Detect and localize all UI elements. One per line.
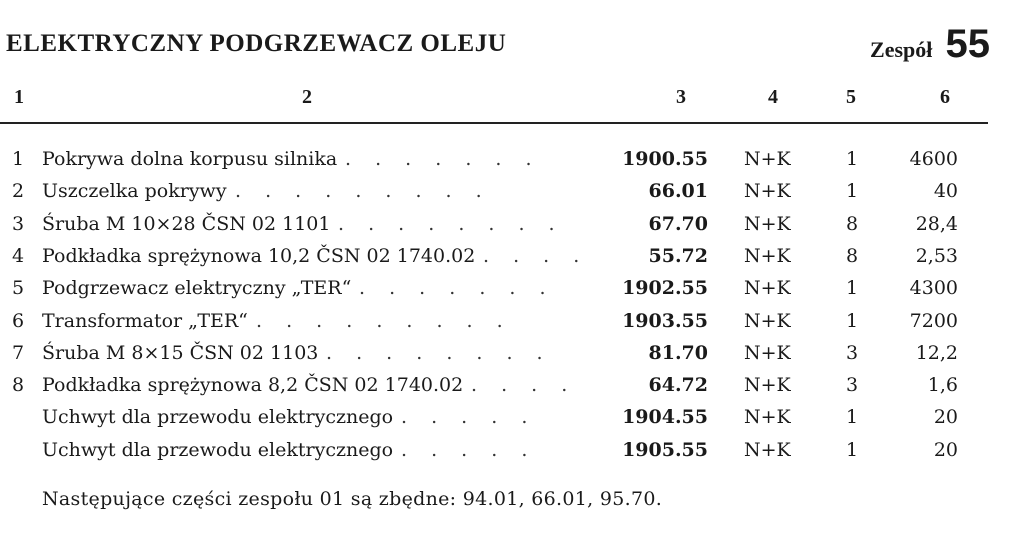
part-number: 1902.55 xyxy=(622,277,708,300)
row-number: 5 xyxy=(12,277,25,300)
part-number: 64.72 xyxy=(648,374,708,397)
table-row xyxy=(0,439,1000,471)
price: 2,53 xyxy=(915,244,958,267)
supply-code: N+K xyxy=(744,244,791,267)
part-number: 55.72 xyxy=(648,244,708,267)
zespol-block xyxy=(870,22,990,67)
row-number: 1 xyxy=(12,148,25,170)
supply-code: N+K xyxy=(744,212,791,235)
table-row xyxy=(0,277,1000,309)
table-row xyxy=(0,406,1000,438)
supply-code: N+K xyxy=(744,277,791,300)
price: 12,2 xyxy=(915,341,958,364)
row-number: 2 xyxy=(12,180,25,203)
part-name: Uchwyt dla przewodu elektrycznego xyxy=(42,406,394,429)
quantity: 1 xyxy=(846,148,859,170)
column-header-6: 6 xyxy=(940,86,950,108)
part-number: 1903.55 xyxy=(622,309,708,332)
zespol-number: 55 xyxy=(945,22,990,66)
supply-code: N+K xyxy=(744,438,791,461)
part-name: Podkładka sprężynowa 8,2 ČSN 02 1740.02 xyxy=(42,374,464,397)
column-header-2: 2 xyxy=(302,86,312,108)
price: 4600 xyxy=(909,148,958,170)
quantity: 8 xyxy=(846,244,859,267)
quantity: 8 xyxy=(846,212,859,235)
price: 20 xyxy=(933,438,958,461)
leader-dots: . . . . . . . . xyxy=(338,212,564,235)
supply-code: N+K xyxy=(744,341,791,364)
price: 40 xyxy=(933,180,958,203)
leader-dots: . . . . . . . xyxy=(359,277,555,300)
table-row xyxy=(0,213,1000,245)
quantity: 1 xyxy=(846,277,859,300)
quantity: 1 xyxy=(846,438,859,461)
quantity: 1 xyxy=(846,309,859,332)
part-name: Śruba M 8×15 ČSN 02 1103 xyxy=(42,341,319,364)
leader-dots: . . . . . . . xyxy=(345,148,541,170)
leader-dots: . . . . xyxy=(483,244,589,267)
row-number: 8 xyxy=(12,374,25,397)
leader-dots: . . . . xyxy=(471,374,577,397)
part-name: Pokrywa dolna korpusu silnika xyxy=(42,148,338,170)
part-name: Śruba M 10×28 ČSN 02 1101 xyxy=(42,212,331,235)
leader-dots: . . . . . . . . . xyxy=(235,180,491,203)
part-number: 81.70 xyxy=(648,341,708,364)
column-header-4: 4 xyxy=(768,86,778,108)
column-header-5: 5 xyxy=(846,86,856,108)
table-row xyxy=(0,310,1000,342)
table-row xyxy=(0,342,1000,374)
part-name: Uchwyt dla przewodu elektrycznego xyxy=(42,438,394,461)
leader-dots: . . . . . . . . xyxy=(326,341,552,364)
table-row xyxy=(0,374,1000,406)
part-number: 1905.55 xyxy=(622,438,708,461)
quantity: 3 xyxy=(846,374,859,397)
supply-code: N+K xyxy=(744,180,791,203)
quantity: 1 xyxy=(846,180,859,203)
quantity: 1 xyxy=(846,406,859,429)
price: 4300 xyxy=(909,277,958,300)
leader-dots: . . . . . xyxy=(401,438,537,461)
price: 20 xyxy=(933,406,958,429)
part-number: 66.01 xyxy=(648,180,708,203)
price: 1,6 xyxy=(927,374,958,397)
supply-code: N+K xyxy=(744,406,791,429)
leader-dots: . . . . . xyxy=(401,406,537,429)
column-header-3: 3 xyxy=(676,86,686,108)
part-name: Podkładka sprężynowa 10,2 ČSN 02 1740.02 xyxy=(42,244,476,267)
page-title: ELEKTRYCZNY PODGRZEWACZ OLEJU xyxy=(6,30,507,57)
supply-code: N+K xyxy=(744,374,791,397)
part-name: Podgrzewacz elektryczny „TER“ xyxy=(42,277,352,300)
part-number: 1900.55 xyxy=(622,148,708,170)
header-rule xyxy=(0,122,988,124)
table-row xyxy=(0,148,1000,180)
supply-code: N+K xyxy=(744,148,791,170)
footer-note: Następujące części zespołu 01 są zbędne: 94.01, 66.01, 95.70. xyxy=(42,488,663,510)
price: 7200 xyxy=(909,309,958,332)
supply-code: N+K xyxy=(744,309,791,332)
leader-dots: . . . . . . . . . xyxy=(256,309,512,332)
part-name: Transformator „TER“ xyxy=(42,309,248,332)
price: 28,4 xyxy=(915,212,958,235)
row-number: 3 xyxy=(12,212,25,235)
row-number: 6 xyxy=(12,309,25,332)
row-number: 4 xyxy=(12,244,25,267)
zespol-label: Zespół xyxy=(870,37,933,62)
row-number: 7 xyxy=(12,341,25,364)
part-name: Uszczelka pokrywy xyxy=(42,180,227,203)
column-header-1: 1 xyxy=(14,86,24,108)
table-row xyxy=(0,245,1000,277)
part-number: 67.70 xyxy=(648,212,708,235)
quantity: 3 xyxy=(846,341,859,364)
part-number: 1904.55 xyxy=(622,406,708,429)
table-row xyxy=(0,180,1000,212)
